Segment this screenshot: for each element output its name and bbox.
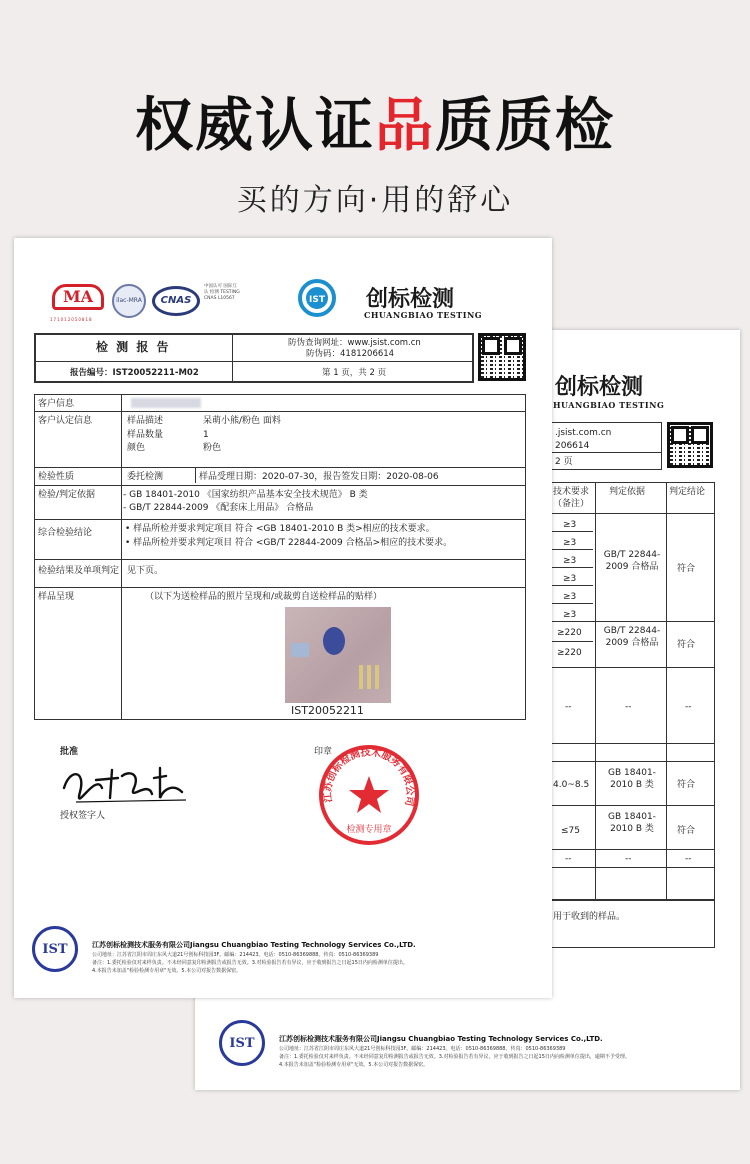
back-footer-title: 江苏创标检测技术服务有限公司Jiangsu Chuangbiao Testing Technology Services Co.,LTD.	[279, 1035, 603, 1043]
header-req: 技术要求（备注）	[553, 487, 590, 509]
req-cell: ≥220	[557, 628, 582, 638]
dash-cell: --	[565, 854, 572, 864]
results-label: 检验结果及单项判定	[38, 566, 120, 576]
ist-logo-icon: IST	[32, 926, 78, 972]
req-cell: ≥220	[557, 648, 582, 658]
ist-logo-icon: IST	[219, 1020, 265, 1066]
patch-pattern-icon	[291, 643, 309, 657]
conclusion-line: • 样品所检并要求判定项目 符合 <GB 18401-2010 B 类>相应的技术要求。	[125, 524, 435, 534]
cma-code: 171012050818	[50, 317, 93, 322]
report-number	[70, 367, 199, 379]
hero-title-part1: 权威认证	[134, 91, 375, 159]
dash-cell: --	[685, 702, 692, 712]
conclusion-label: 综合检验结论	[38, 528, 93, 538]
back-url: .jsist.com.cn	[555, 428, 612, 438]
brand-name-cn: 创标检测	[366, 286, 455, 312]
back-footer-line: 公司地址：江苏省江阴市周庄东风大道21号创标科技园3F。邮编：214423。电话：0510-86369888。传真：0510-86369389	[279, 1046, 566, 1052]
seal-text-top: 江苏创标检测技术服务有限公司	[322, 747, 416, 807]
cma-logo-icon: MA	[52, 284, 104, 310]
brand-name-en: CHUANGBIAO TESTING	[364, 310, 483, 320]
report-no-value: IST20052211-M02	[112, 368, 199, 378]
approve-label: 批准	[60, 747, 79, 757]
front-footer-line: 备注：1.委托检验仅对来样负责。不未经同意复印检测报告或报告无效。3.对检验报告若有异议，应于收到报告之日起15日内向检测单位提出。	[92, 960, 408, 966]
anti-fake-label: 防伪查询网址：	[288, 338, 348, 348]
basis-label: 检验/判定依据	[38, 490, 96, 500]
row3-basis: GB 18401-2010 B 类	[608, 768, 656, 790]
basis-line: - GB 18401-2010 《国家纺织产品基本安全技术规范》 B 类	[123, 490, 368, 500]
anti-code-value: 4181206614	[340, 349, 395, 359]
report-header-box	[34, 333, 474, 383]
anti-fake-url-value: www.jsist.com.cn	[347, 338, 421, 348]
back-footer-line: 备注：1.委托检验仅对来样负责。不未经同意复印检测报告或报告无效。3.对检验报告若有异议，应于收到报告之日起15日内向检测单位提出，逾期不予受理。	[279, 1054, 630, 1060]
ilac-logo-icon: ilac-MRA	[112, 284, 146, 318]
color-value: 粉色	[203, 443, 222, 453]
dash-cell: --	[685, 854, 692, 864]
row3-req: 4.0~8.5	[553, 780, 590, 790]
seal-label: 印章	[314, 747, 333, 757]
back-note: 用于收到的样品。	[553, 912, 626, 922]
anti-code-label: 防伪码：	[306, 349, 341, 359]
report-title: 检 测 报 告	[96, 340, 171, 354]
back-header-box	[550, 422, 662, 470]
row4-basis: GB 18401-2010 B 类	[608, 812, 656, 834]
sample-view-label: 样品呈现	[38, 592, 75, 602]
patch-pattern-icon	[359, 665, 383, 689]
test-nature-label: 检验性质	[38, 472, 75, 482]
row4-req: ≤75	[561, 826, 580, 836]
color-label: 颜色	[127, 443, 146, 453]
basis-line: - GB/T 22844-2009 《配套床上用品》 合格品	[123, 503, 314, 513]
report-info-table	[34, 394, 526, 720]
seal-text-bottom: 检测专用章	[346, 825, 392, 835]
client-info-label: 客户信息	[38, 399, 75, 409]
hero-title	[0, 78, 750, 162]
group2-basis: GB/T 22844-2009 合格品	[603, 626, 661, 648]
req-cell: ≥3	[563, 574, 577, 584]
sample-caption: IST20052211	[291, 704, 364, 717]
dash-cell: --	[565, 702, 572, 712]
sample-desc-label: 样品描述	[127, 416, 164, 426]
row3-result: 符合	[677, 780, 696, 790]
cnas-text: 中国认可 国际互认 检测 TESTING CNAS L10567	[204, 284, 240, 301]
svg-text:IST: IST	[309, 295, 325, 305]
req-cell: ≥3	[563, 520, 577, 530]
back-footer-line: 4.本报告未加盖"检验检测专用章"无效。5.本公司对报告数据保密。	[279, 1062, 429, 1068]
req-cell: ≥3	[563, 556, 577, 566]
report-page-1	[14, 238, 552, 998]
cnas-logo-icon: CNAS	[152, 286, 200, 316]
sample-desc-value: 呆萌小熊/粉色 面料	[203, 416, 281, 426]
header-basis: 判定依据	[609, 487, 646, 497]
page-info: 第 1 页，共 2 页	[322, 368, 387, 378]
sample-view-note: （以下为送检样品的照片呈现和/或裁剪自送检样品的贴样）	[145, 592, 383, 602]
dash-cell: --	[625, 854, 632, 864]
back-code: 206614	[555, 441, 590, 451]
group1-result: 符合	[677, 564, 696, 574]
official-seal-icon	[314, 742, 424, 848]
signature-icon	[56, 758, 196, 808]
hero-title-accent: 品	[374, 91, 435, 159]
anti-code	[306, 348, 394, 360]
report-no-label: 报告编号：	[70, 368, 113, 378]
hero-title-part2: 质质检	[435, 91, 616, 159]
front-footer-line: 4.本报告未加盖"检验检测专用章"无效。5.本公司对报告数据保密。	[92, 968, 242, 974]
qr-code-icon	[667, 422, 713, 468]
signer-label: 授权签字人	[60, 811, 106, 821]
dash-cell: --	[625, 702, 632, 712]
req-cell: ≥3	[563, 538, 577, 548]
req-cell: ≥3	[563, 610, 577, 620]
client-info-value-blurred	[131, 398, 201, 408]
sample-qty-value: 1	[203, 430, 209, 440]
hero-subtitle: 买的方向·用的舒心	[236, 183, 514, 218]
test-nature-value: 委托检测	[127, 472, 164, 482]
brand-name-cn: 创标检测	[555, 374, 644, 400]
brand-name-en: HUANGBIAO TESTING	[553, 400, 665, 410]
group1-basis: GB/T 22844-2009 合格品	[603, 550, 661, 572]
date-text: 样品受理日期：2020-07-30，报告签发日期：2020-08-06	[199, 472, 439, 482]
group2-result: 符合	[677, 640, 696, 650]
back-results-table	[550, 482, 715, 900]
ist-brand-logo-icon	[294, 278, 340, 318]
front-footer-line: 公司地址：江苏省江阴市周庄东风大道21号创标科技园3F。邮编：214423。电话：0510-86369888。传真：0510-86369389	[92, 952, 379, 958]
client-confirm-label: 客户认定信息	[38, 416, 93, 426]
results-value: 见下页。	[127, 566, 164, 576]
qr-code-icon	[478, 333, 526, 381]
req-cell: ≥3	[563, 592, 577, 602]
sample-photo	[285, 607, 391, 703]
back-page: 2 页	[555, 457, 573, 467]
header-result: 判定结论	[669, 487, 706, 497]
back-note-box	[550, 900, 715, 948]
sample-qty-label: 样品数量	[127, 430, 164, 440]
conclusion-line: • 样品所检并要求判定项目 符合 <GB/T 22844-2009 合格品>相应的技术要求。	[125, 538, 453, 548]
bear-pattern-icon	[323, 627, 345, 655]
front-footer-title: 江苏创标检测技术服务有限公司Jiangsu Chuangbiao Testing Technology Services Co.,LTD.	[92, 941, 416, 949]
row4-result: 符合	[677, 826, 696, 836]
